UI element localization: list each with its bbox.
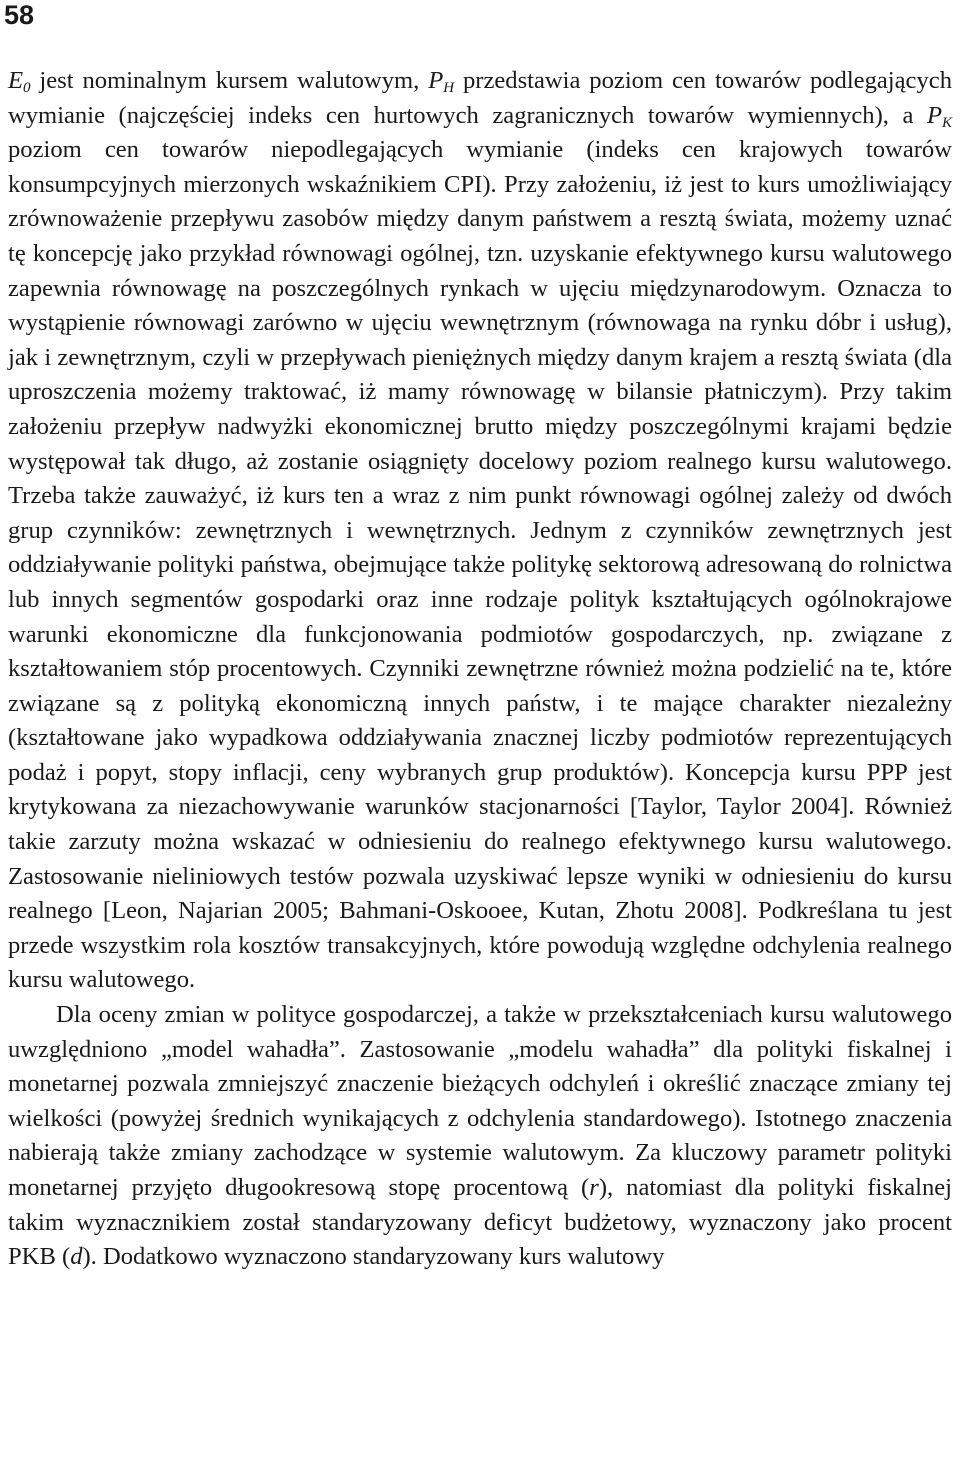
symbol-d: d	[70, 1243, 83, 1271]
symbol-ph-base: P	[428, 67, 444, 94]
symbol-pk	[927, 102, 952, 129]
paragraph-2	[8, 998, 952, 1275]
paragraph-2-segment-3: ). Dodatkowo wyznaczono standaryzowany kurs walutowy	[82, 1243, 665, 1271]
symbol-pk-subscript: K	[941, 114, 952, 131]
symbol-e0-base: E	[8, 67, 24, 94]
page-number: 58	[4, 0, 35, 30]
body-text	[8, 64, 952, 1275]
paragraph-2-segment-2: ), natomiast dla polityki fiskalnej takim wyznacznikiem został standaryzowany deficyt budżetowy, wyznaczony jako procent PKB (	[8, 1174, 953, 1271]
paragraph-1-segment-1: jest nominalnym kursem walutowym,	[30, 67, 429, 94]
paragraph-1-segment-3: poziom cen towarów niepodlegających wymianie (indeks cen krajowych towarów konsumpcyjnych mierzonych wskaźnikiem CPI). Przy założeniu, iż jest to kurs umożliwiający zrównoważenie przepływu zasobów między danym państwem a resztą świata, możemy uznać tę koncepcję jako przykład równowagi ogólnej, tzn. uzyskanie efektywnego kursu walutowego zapewnia równowagę na poszczególnych rynkach w ujęciu międzynarodowym. Oznacza to wystąpienie równowagi zarówno w ujęciu wewnętrznym (równowaga na rynku dóbr i usług), jak i zewnętrznym, czyli w przepływach pieniężnych między danym krajem a resztą świata (dla uproszczenia możemy traktować, iż mamy równowagę w bilansie płatniczym). Przy takim założeniu przepływ nadwyżki ekonomicznej brutto między poszczególnymi krajami będzie występował tak długo, aż zostanie osiągnięty docelowy poziom realnego kursu walutowego. Trzeba także zauważyć, iż kurs ten a wraz z nim punkt równowagi ogólnej zależy od dwóch grup czynników: zewnętrznych i wewnętrznych. Jednym z czynników zewnętrznych jest oddziaływanie polityki państwa, obejmujące także politykę sektorową adresowaną do rolnictwa lub innych segmentów gospodarki oraz inne rodzaje polityk kształtujących ogólnokrajowe warunki ekonomiczne dla funkcjonowania podmiotów gospodarczych, np. związane z kształtowaniem stóp procentowych. Czynniki zewnętrzne również można podzielić na te, które związane są z polityką ekonomiczną innych państw, i te mające charakter niezależny (kształtowane jako wypadkowa oddziaływania znacznej liczby podmiotów reprezentujących podaż i popyt, stopy inflacji, ceny wybranych grup produktów). Koncepcja kursu PPP jest krytykowana za niezachowywanie warunków stacjonarności [Taylor, Taylor 2004]. Również takie zarzuty można wskazać w odniesieniu do realnego efektywnego kursu walutowego. Zastosowanie nieliniowych testów pozwala uzyskiwać lepsze wyniki w odniesieniu do kursu realnego [Leon, Najarian 2005; Bahmani-Oskooee, Kutan, Zhotu 2008]. Podkreślana tu jest przede wszystkim rola kosztów transakcyjnych, które powodują względne odchylenia realnego kursu walutowego.	[8, 136, 952, 994]
symbol-e0-subscript: 0	[23, 80, 31, 96]
paragraph-2-segment-1: Dla oceny zmian w polityce gospodarczej, a także w przekształceniach kursu walutowego uwzględniono „model wahadła”. Zastosowanie „modelu wahadła” dla polityki fiskalnej i monetarnej pozwala zmniejszyć znaczenie bieżących odchyleń i określić znaczące zmiany tej wielkości (powyżej średnich wynikających z odchylenia standardowego). Istotnego znaczenia nabierają także zmiany zachodzące w systemie walutowym. Za kluczowy parametr polityki monetarnej przyjęto długookresową stopę procentową (	[8, 1001, 952, 1201]
symbol-r: r	[589, 1174, 599, 1201]
symbol-ph-subscript: H	[443, 80, 455, 96]
symbol-e0	[8, 67, 31, 94]
symbol-ph	[428, 67, 454, 94]
paragraph-1-segment-2: przedstawia poziom cen towarów podlegających wymianie (najczęściej indeks cen hurtowych zagranicznych towarów wymiennych), a	[8, 67, 952, 129]
paragraph-1	[8, 64, 952, 998]
symbol-pk-base: P	[926, 101, 942, 129]
